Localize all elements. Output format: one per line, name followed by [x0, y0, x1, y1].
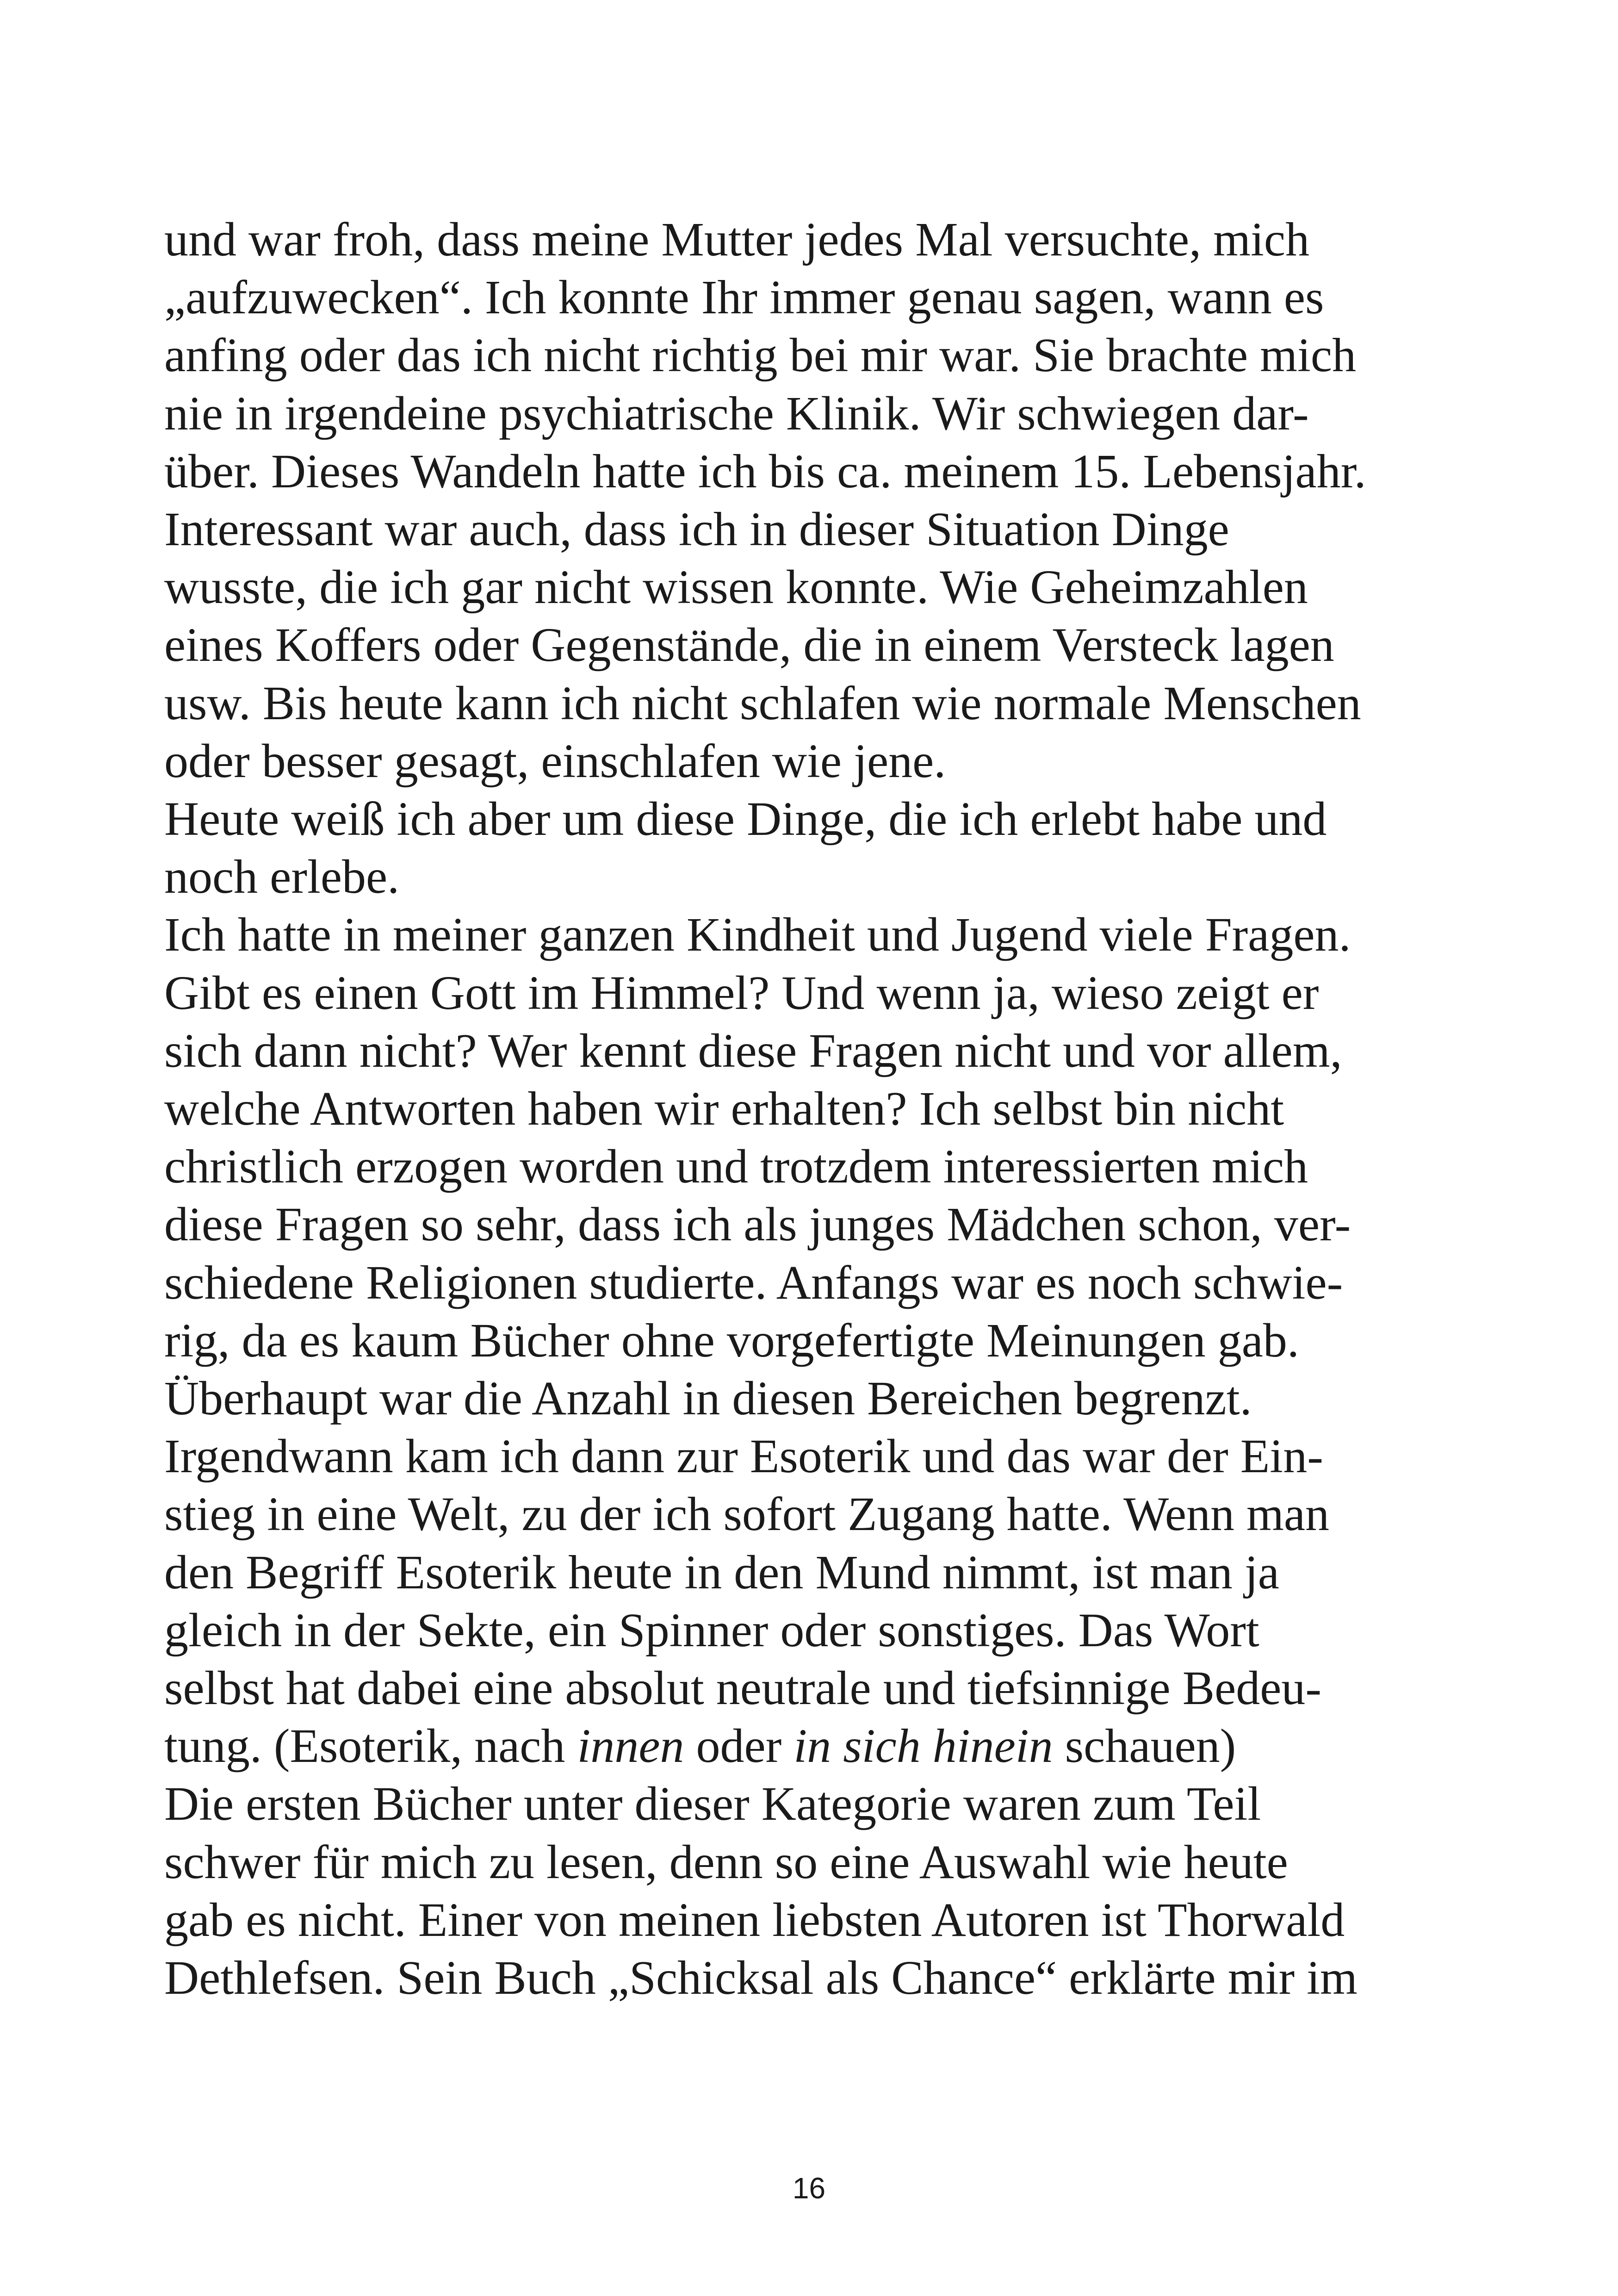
text-line: eines Koffers oder Gegenstände, die in einem Versteck lagen	[164, 618, 1334, 672]
text-line: sich dann nicht? Wer kennt diese Fragen nicht und vor allem,	[164, 1024, 1342, 1077]
italic-text: innen	[577, 1719, 684, 1773]
text-line: gab es nicht. Einer von meinen liebsten Autoren ist Thorwald	[164, 1893, 1345, 1947]
text-line: Überhaupt war die Anzahl in diesen Bereichen begrenzt.	[164, 1372, 1252, 1425]
text-line: anfing oder das ich nicht richtig bei mir war. Sie brachte mich	[164, 329, 1357, 382]
text-line: schwer für mich zu lesen, denn so eine Auswahl wie heute	[164, 1835, 1288, 1889]
page-number: 16	[792, 2172, 826, 2205]
text-line: usw. Bis heute kann ich nicht schlafen wie normale Menschen	[164, 676, 1361, 730]
text-line: christlich erzogen worden und trotzdem interessierten mich	[164, 1140, 1308, 1194]
text-line: stieg in eine Welt, zu der ich sofort Zugang hatte. Wenn man	[164, 1487, 1330, 1541]
text-line: tung. (Esoterik, nach innen oder in sich hinein schauen)	[164, 1719, 1236, 1773]
text-line: gleich in der Sekte, ein Spinner oder sonstiges. Das Wort	[164, 1603, 1259, 1657]
text-line: Irgendwann kam ich dann zur Esoterik und das war der Ein-	[164, 1430, 1323, 1483]
text-line: „aufzuwecken“. Ich konnte Ihr immer genau sagen, wann es	[164, 271, 1324, 324]
text-line: selbst hat dabei eine absolut neutrale und tiefsinnige Bedeu-	[164, 1661, 1322, 1715]
text-line: Heute weiß ich aber um diese Dinge, die ich erlebt habe und	[164, 792, 1327, 846]
body-text	[164, 211, 1460, 2007]
italic-text: in sich hinein	[794, 1719, 1053, 1773]
text-line: schiedene Religionen studierte. Anfangs war es noch schwie-	[164, 1256, 1343, 1309]
text-line: diese Fragen so sehr, dass ich als junges Mädchen schon, ver-	[164, 1198, 1351, 1251]
text-line: Gibt es einen Gott im Himmel? Und wenn ja, wieso zeigt er	[164, 966, 1319, 1020]
text-line: den Begriff Esoterik heute in den Mund nimmt, ist man ja	[164, 1545, 1279, 1599]
text-line: Die ersten Bücher unter dieser Kategorie waren zum Teil	[164, 1777, 1261, 1831]
text-line: rig, da es kaum Bücher ohne vorgefertigte Meinungen gab.	[164, 1313, 1299, 1367]
text-line: oder besser gesagt, einschlafen wie jene.	[164, 734, 946, 788]
text-line: und war froh, dass meine Mutter jedes Mal versuchte, mich	[164, 213, 1310, 266]
text-line: Ich hatte in meiner ganzen Kindheit und Jugend viele Fragen.	[164, 908, 1351, 962]
text-line: Interessant war auch, dass ich in dieser Situation Dinge	[164, 503, 1229, 556]
text-line: über. Dieses Wandeln hatte ich bis ca. meinem 15. Lebensjahr.	[164, 444, 1366, 498]
text-line: welche Antworten haben wir erhalten? Ich selbst bin nicht	[164, 1082, 1284, 1136]
text-line: Dethlefsen. Sein Buch „Schicksal als Chance“ erklärte mir im	[164, 1951, 1358, 2005]
text-line: nie in irgendeine psychiatrische Klinik. Wir schwiegen dar-	[164, 386, 1309, 440]
text-line: wusste, die ich gar nicht wissen konnte. Wie Geheimzahlen	[164, 560, 1308, 614]
text-line: noch erlebe.	[164, 850, 400, 904]
